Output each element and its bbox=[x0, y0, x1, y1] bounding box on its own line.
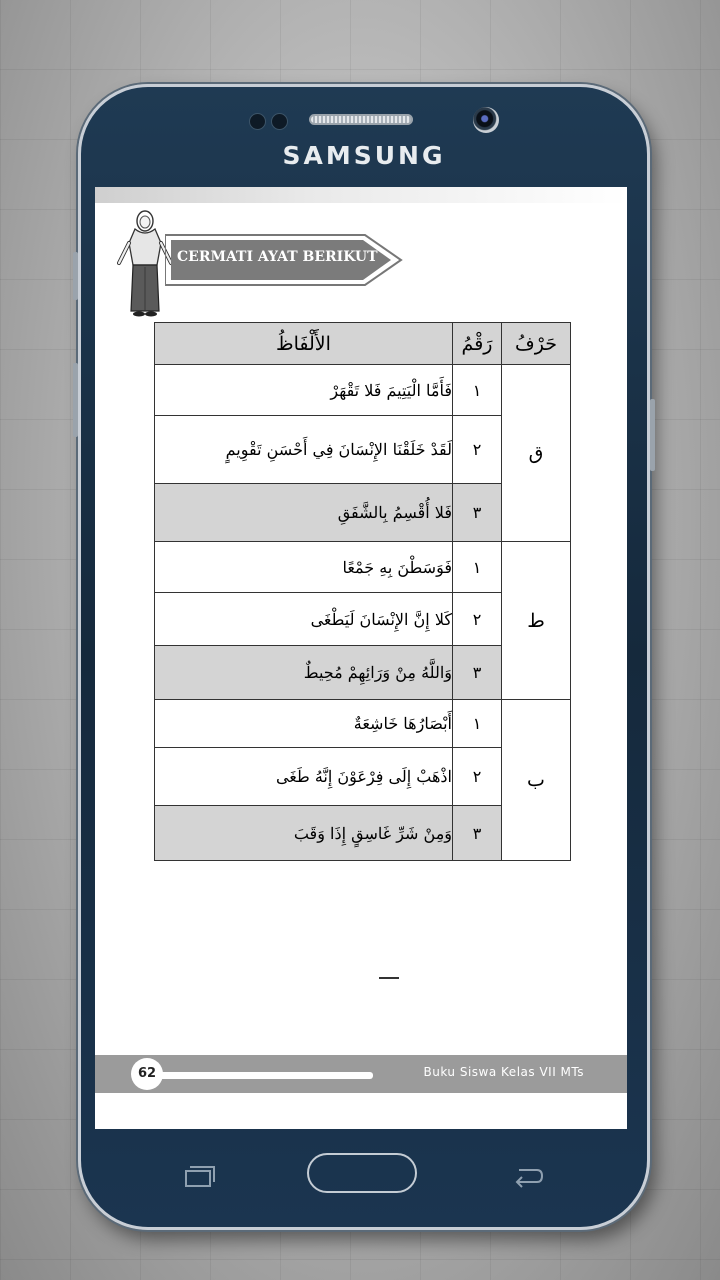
group-letter: ط bbox=[502, 542, 571, 700]
volume-up-button bbox=[73, 252, 78, 300]
page-number: 62 bbox=[131, 1058, 163, 1090]
section-title: CERMATI AYAT BERIKUT bbox=[177, 249, 378, 265]
page-divider bbox=[379, 977, 399, 979]
vocabulary-table bbox=[154, 322, 571, 861]
row-number: ٣ bbox=[453, 806, 502, 861]
table-row bbox=[155, 700, 571, 748]
phone-frame bbox=[78, 84, 650, 1230]
table-row bbox=[155, 365, 571, 416]
back-icon[interactable] bbox=[509, 1162, 545, 1190]
recent-apps-icon[interactable] bbox=[183, 1162, 217, 1190]
screen[interactable] bbox=[95, 187, 627, 1129]
row-phrase: لَقَدْ خَلَقْنَا الإِنْسَانَ فِي أَحْسَنِ تَقْوِيمٍ bbox=[155, 416, 453, 484]
page-top-bar bbox=[95, 187, 627, 203]
row-phrase: وَمِنْ شَرِّ غَاسِقٍ إِذَا وَقَبَ bbox=[155, 806, 453, 861]
row-number: ٣ bbox=[453, 646, 502, 700]
row-phrase: فَوَسَطْنَ بِهِ جَمْعًا bbox=[155, 542, 453, 593]
header-number: رَقْمُ bbox=[453, 323, 502, 365]
earpiece-speaker bbox=[309, 114, 413, 125]
row-phrase: وَاللَّهُ مِنْ وَرَائِهِمْ مُحِيطٌ bbox=[155, 646, 453, 700]
row-phrase: كَلا إِنَّ الإِنْسَانَ لَيَطْغَى bbox=[155, 593, 453, 646]
header-letter: حَرْفُ bbox=[502, 323, 571, 365]
light-sensor bbox=[271, 113, 288, 130]
row-phrase: فَأَمَّا الْيَتِيمَ فَلا تَقْهَرْ bbox=[155, 365, 453, 416]
row-phrase: اذْهَبْ إِلَى فِرْعَوْنَ إِنَّهُ طَغَى bbox=[155, 748, 453, 806]
header-words: الأَلْفَاظُ bbox=[155, 323, 453, 365]
power-button bbox=[650, 399, 655, 471]
row-number: ٣ bbox=[453, 484, 502, 542]
device-brand-logo: SAMSUNG bbox=[282, 141, 446, 170]
row-number: ١ bbox=[453, 700, 502, 748]
volume-down-button bbox=[73, 363, 78, 437]
row-phrase: فَلا أُقْسِمُ بِالشَّفَقِ bbox=[155, 484, 453, 542]
group-letter: ق bbox=[502, 365, 571, 542]
row-number: ١ bbox=[453, 542, 502, 593]
home-button[interactable] bbox=[307, 1153, 417, 1193]
row-number: ١ bbox=[453, 365, 502, 416]
table-row bbox=[155, 542, 571, 593]
row-number: ٢ bbox=[453, 416, 502, 484]
row-number: ٢ bbox=[453, 748, 502, 806]
proximity-sensor bbox=[249, 113, 266, 130]
book-title: Buku Siswa Kelas VII MTs bbox=[423, 1065, 584, 1079]
footer-line bbox=[159, 1072, 373, 1079]
page-footer bbox=[95, 1055, 627, 1093]
group-letter: ب bbox=[502, 700, 571, 861]
row-number: ٢ bbox=[453, 593, 502, 646]
front-camera-icon bbox=[473, 107, 499, 133]
row-phrase: أَبْصَارُهَا خَاشِعَةٌ bbox=[155, 700, 453, 748]
table-header-row bbox=[155, 323, 571, 365]
